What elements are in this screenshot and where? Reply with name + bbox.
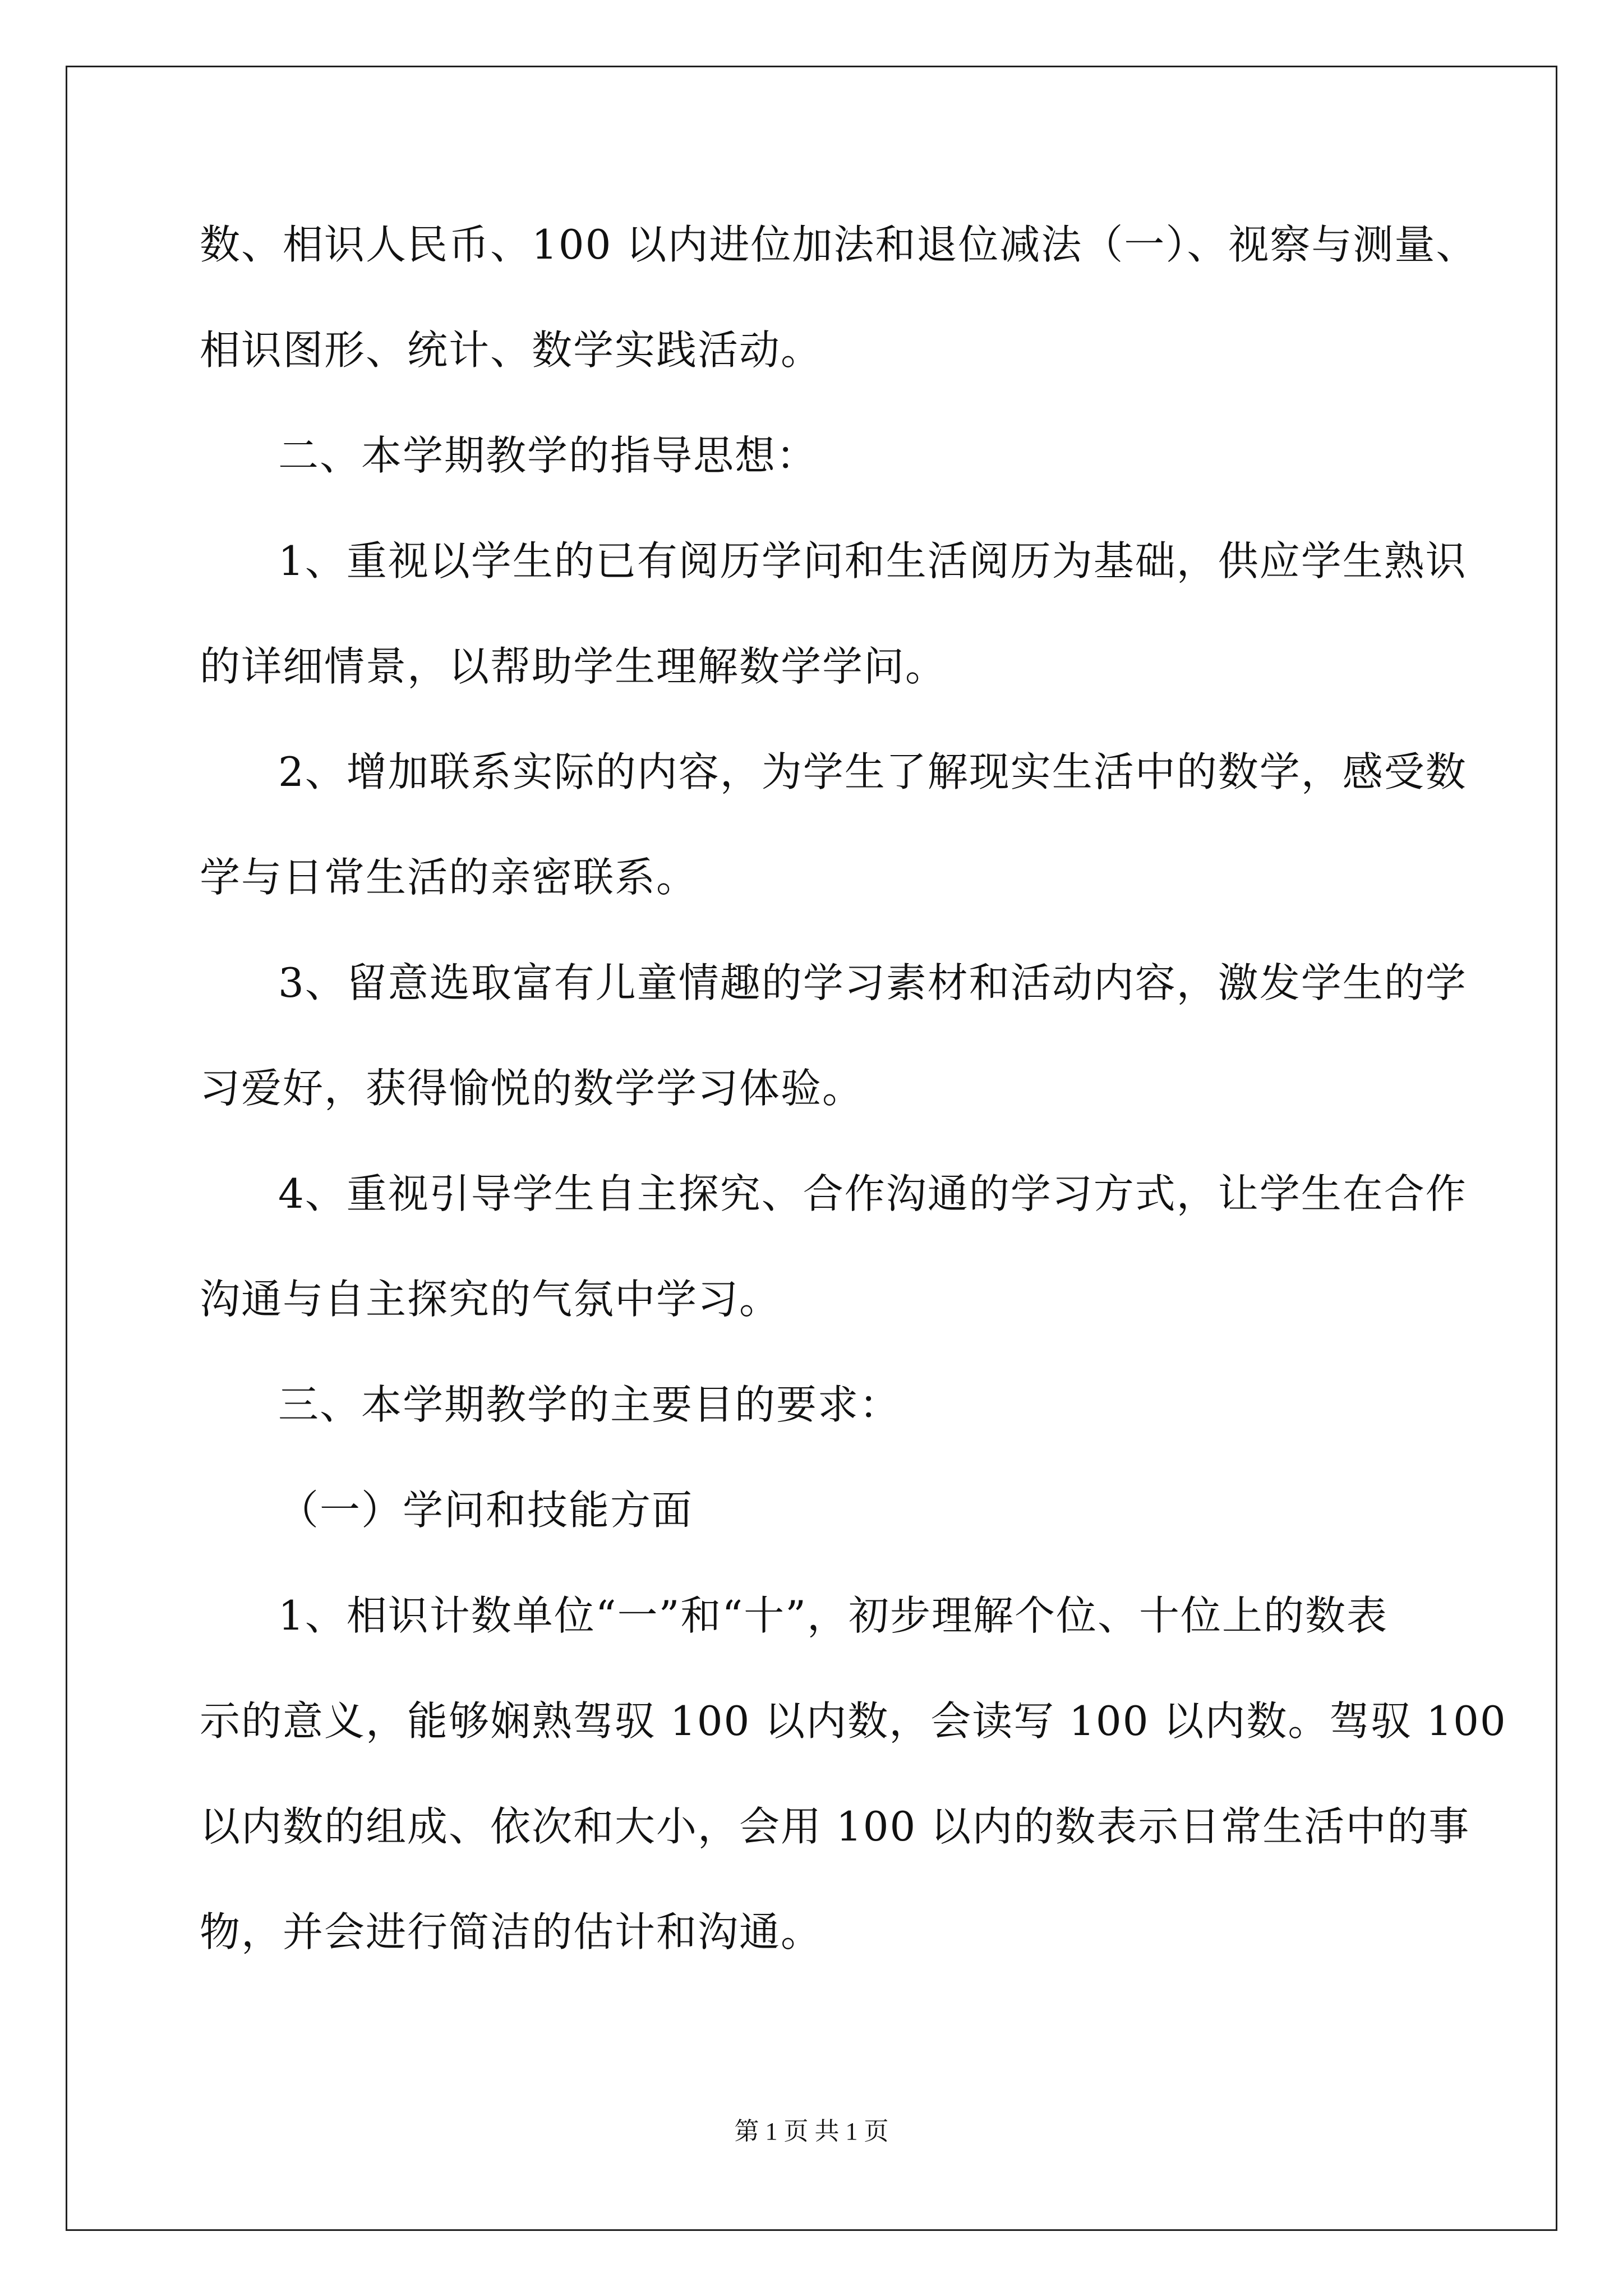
text-line: 4、重视引导学生自主探究、合作沟通的学习方式，让学生在合作 xyxy=(278,1170,1467,1217)
text-line: 数、相识人民币、100 以内进位加法和退位减法（一）、视察与测量、 xyxy=(200,221,1478,268)
text-line: 习爱好，获得愉悦的数学学习体验。 xyxy=(200,1065,864,1112)
text-line: 2、增加联系实际的内容，为学生了解现实生活中的数学，感受数 xyxy=(278,748,1467,795)
text-line: 1、相识计数单位“一”和“十”，初步理解个位、十位上的数表 xyxy=(278,1592,1389,1639)
text-line: 学与日常生活的亲密联系。 xyxy=(200,854,698,901)
text-line: 1、重视以学生的已有阅历学问和生活阅历为基础，供应学生熟识 xyxy=(278,537,1467,585)
text-line: 的详细情景，以帮助学生理解数学学问。 xyxy=(200,643,947,690)
page-number-footer: 第 1 页 共 1 页 xyxy=(734,2118,889,2145)
text-line: 示的意义，能够娴熟驾驭 100 以内数，会读写 100 以内数。驾驭 100 xyxy=(200,1697,1507,1745)
section-heading: 二、本学期教学的指导思想： xyxy=(278,432,818,479)
section-heading: 三、本学期教学的主要目的要求： xyxy=(278,1381,901,1428)
text-line: 3、留意选取富有儿童情趣的学习素材和活动内容，激发学生的学 xyxy=(278,959,1467,1006)
text-line: 沟通与自主探究的气氛中学习。 xyxy=(200,1276,781,1323)
text-line: 物，并会进行简洁的估计和沟通。 xyxy=(200,1908,823,1955)
text-line: 相识图形、统计、数学实践活动。 xyxy=(200,326,823,374)
subsection-heading: （一）学问和技能方面 xyxy=(278,1487,694,1534)
text-line: 以内数的组成、依次和大小，会用 100 以内的数表示日常生活中的事 xyxy=(200,1803,1470,1850)
